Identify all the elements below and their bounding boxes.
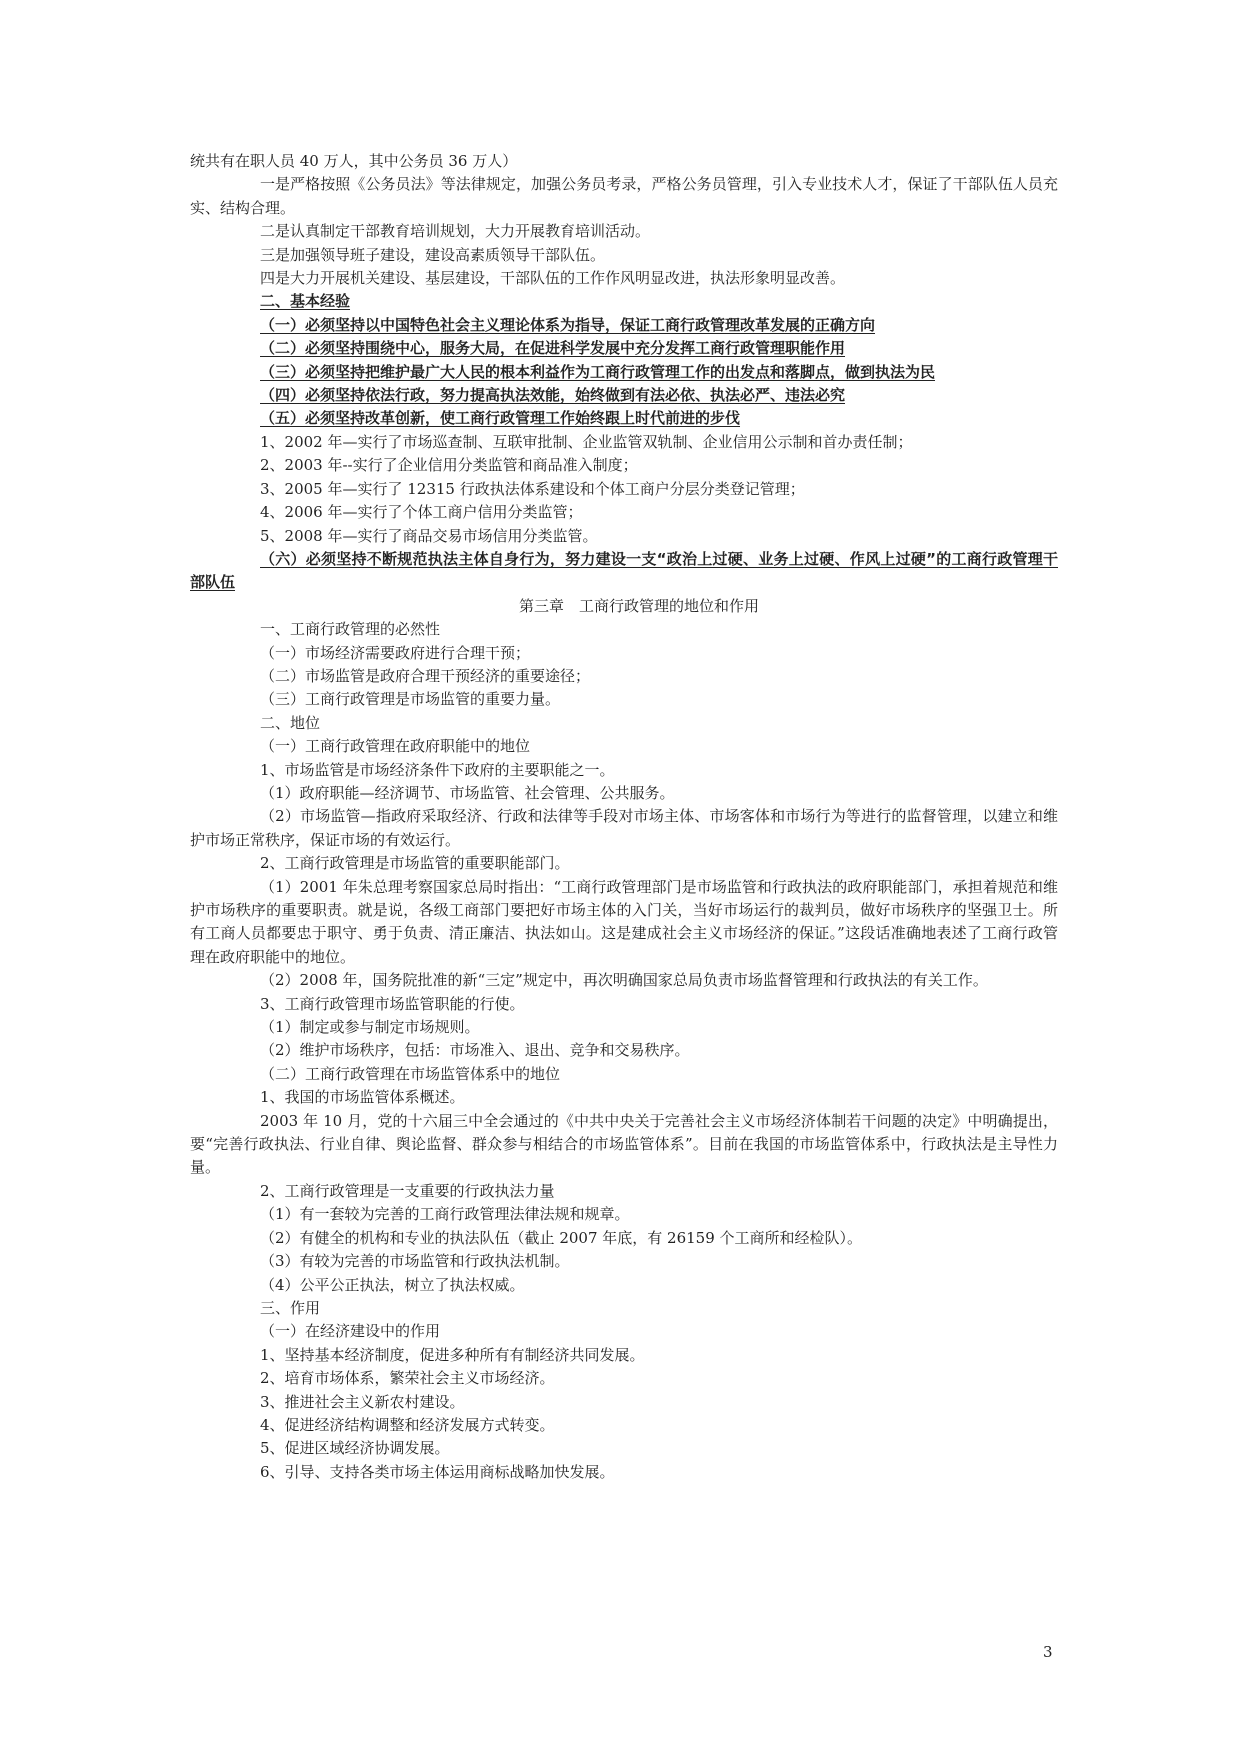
paragraph: （1）有一套较为完善的工商行政管理法律法规和规章。 [260,1205,630,1224]
paragraph: （1）政府职能—经济调节、市场监管、社会管理、公共服务。 [260,783,675,802]
paragraph: 6、引导、支持各类市场主体运用商标战略加快发展。 [260,1462,615,1481]
paragraph: 4、促进经济结构调整和经济发展方式转变。 [260,1415,555,1434]
document-body [190,150,1058,1484]
paragraph: 三是加强领导班子建设，建设高素质领导干部队伍。 [260,245,606,264]
paragraph: 5、2008 年—实行了商品交易市场信用分类监管。 [260,526,598,545]
section-heading: （三）必须坚持把维护最广大人民的根本利益作为工商行政管理工作的出发点和落脚点，做到执法为民 [260,362,936,381]
paragraph: （4）公平公正执法，树立了执法权威。 [260,1275,525,1294]
paragraph: （一）工商行政管理在政府职能中的地位 [260,737,531,756]
paragraph: （二）市场监管是政府合理干预经济的重要途径； [260,666,591,685]
paragraph: 1、市场监管是市场经济条件下政府的主要职能之一。 [260,760,615,779]
section-heading: （六）必须坚持不断规范执法主体自身行为，努力建设一支“政治上过硬、业务上过硬、作风上过硬”的工商行政管理干部队伍 [190,549,1058,592]
paragraph: （2）维护市场秩序，包括：市场准入、退出、竞争和交易秩序。 [260,1041,690,1060]
paragraph: 统共有在职人员 40 万人，其中公务员 36 万人） [190,152,518,170]
paragraph: （3）有较为完善的市场监管和行政执法机制。 [260,1252,570,1271]
paragraph: （一）在经济建设中的作用 [260,1322,441,1341]
paragraph: （一）市场经济需要政府进行合理干预； [260,643,531,662]
paragraph: 二是认真制定干部教育培训规划，大力开展教育培训活动。 [260,222,651,241]
section-heading: 二、基本经验 [260,292,351,311]
paragraph: 5、促进区域经济协调发展。 [260,1439,450,1458]
paragraph: 一是严格按照《公务员法》等法律规定，加强公务员考录，严格公务员管理，引入专业技术人才，保证了干部队伍人员充实、结构合理。 [190,175,1058,217]
section-heading: （一）必须坚持以中国特色社会主义理论体系为指导，保证工商行政管理改革发展的正确方向 [260,315,876,334]
paragraph: 1、我国的市场监管体系概述。 [260,1088,465,1107]
paragraph: 3、2005 年—实行了 12315 行政执法体系建设和个体工商户分层分类登记管理； [260,479,805,498]
paragraph: 一、工商行政管理的必然性 [260,620,441,639]
paragraph: 4、2006 年—实行了个体工商户信用分类监管； [260,503,583,522]
section-heading: （五）必须坚持改革创新，使工商行政管理工作始终跟上时代前进的步伐 [260,409,741,428]
page-number: 3 [1043,1643,1053,1661]
paragraph: 2003 年 10 月，党的十六届三中全会通过的《中共中央关于完善社会主义市场经济体制若干问题的决定》中明确提出，要“完善行政执法、行业自律、舆论监督、群众参与相结合的市场监管体系”。目前在我国的市场监管体系中，行政执法是主导性力量。 [190,1111,1058,1177]
paragraph: 2、培育市场体系，繁荣社会主义市场经济。 [260,1369,555,1388]
paragraph: （2）有健全的机构和专业的执法队伍（截止 2007 年底，有 26159 个工商所和经检队）。 [260,1228,863,1247]
paragraph: 2、工商行政管理是市场监管的重要职能部门。 [260,854,570,873]
section-heading: （四）必须坚持依法行政，努力提高执法效能，始终做到有法必依、执法必严、违法必究 [260,386,846,405]
paragraph: 四是大力开展机关建设、基层建设，干部队伍的工作作风明显改进，执法形象明显改善。 [260,269,846,288]
paragraph: 2、2003 年--实行了企业信用分类监管和商品准入制度； [260,456,638,475]
paragraph: 2、工商行政管理是一支重要的行政执法力量 [260,1181,555,1200]
paragraph: （三）工商行政管理是市场监管的重要力量。 [260,690,561,709]
paragraph: 1、坚持基本经济制度，促进多种所有有制经济共同发展。 [260,1345,645,1364]
paragraph: （1）制定或参与制定市场规则。 [260,1018,480,1037]
paragraph: （二）工商行政管理在市场监管体系中的地位 [260,1064,561,1083]
paragraph: （2）市场监管—指政府采取经济、行政和法律等手段对市场主体、市场客体和市场行为等进行的监督管理，以建立和维护市场正常秩序，保证市场的有效运行。 [190,807,1058,849]
paragraph: （2）2008 年，国务院批准的新“三定”规定中，再次明确国家总局负责市场监督管理和行政执法的有关工作。 [260,971,988,990]
paragraph: 3、工商行政管理市场监管职能的行使。 [260,994,525,1013]
paragraph: 三、作用 [260,1298,321,1317]
chapter-heading: 第三章 工商行政管理的地位和作用 [518,596,759,615]
paragraph: （1）2001 年朱总理考察国家总局时指出：“工商行政管理部门是市场监管和行政执法的政府职能部门，承担着规范和维护市场秩序的重要职责。就是说，各级工商部门要把好市场主体的入门关，当好市场运行的裁判员，做好市场秩序的坚强卫士。所有工商人员都要忠于职守、勇于负责、清正廉洁、执法如山。这是建成社会主义市场经济的保证。”这段话准确地表述了工商行政管理在政府职能中的地位。 [190,877,1058,966]
paragraph: 二、地位 [260,713,321,732]
paragraph: 1、2002 年—实行了市场巡查制、互联审批制、企业监管双轨制、企业信用公示制和首办责任制； [260,432,913,451]
section-heading: （二）必须坚持围绕中心，服务大局，在促进科学发展中充分发挥工商行政管理职能作用 [260,339,846,358]
paragraph: 3、推进社会主义新农村建设。 [260,1392,465,1411]
